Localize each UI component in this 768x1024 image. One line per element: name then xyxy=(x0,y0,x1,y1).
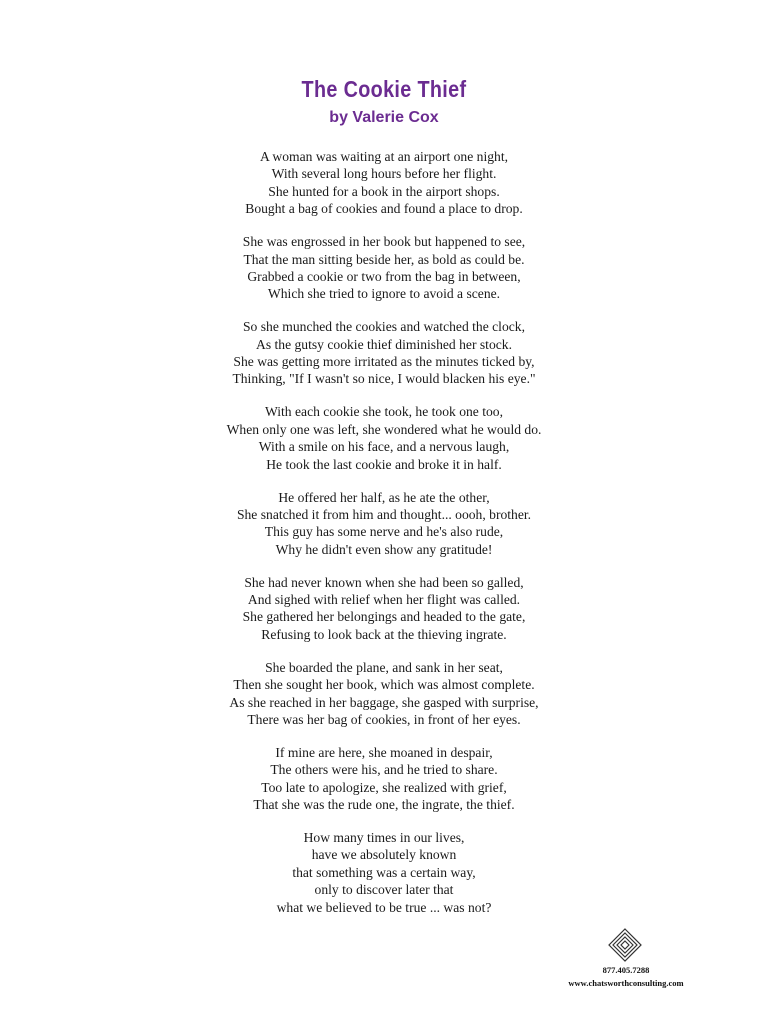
poem-stanza xyxy=(0,659,768,729)
poem-line: only to discover later that xyxy=(314,882,454,898)
poem-line: She gathered her belongings and headed to the gate, xyxy=(242,609,526,625)
poem-line: With several long hours before her flight. xyxy=(271,166,497,182)
poem-line: With each cookie she took, he took one too, xyxy=(264,404,504,420)
poem-line: She was engrossed in her book but happened to see, xyxy=(242,234,526,250)
poem-line: She had never known when she had been so galled, xyxy=(244,574,524,590)
poem-line: That the man sitting beside her, as bold as could be. xyxy=(243,251,525,267)
poem-stanza xyxy=(0,148,768,218)
poem-line: When only one was left, she wondered what he would do. xyxy=(226,421,542,437)
poem-stanza xyxy=(0,829,768,916)
poem-line: Too late to apologize, she realized with grief, xyxy=(261,779,507,795)
poem-line: what we believed to be true ... was not? xyxy=(276,899,492,915)
poem-stanza xyxy=(0,489,768,559)
poem-line: So she munched the cookies and watched the clock, xyxy=(243,319,525,335)
poem-line: have we absolutely known xyxy=(311,847,457,863)
poem-line: He took the last cookie and broke it in half. xyxy=(266,456,502,472)
poem-line: As the gutsy cookie thief diminished her stock. xyxy=(256,336,512,352)
poem-stanza xyxy=(0,574,768,644)
poem-line: How many times in our lives, xyxy=(303,830,465,845)
poem-line: The others were his, and he tried to share. xyxy=(270,762,498,778)
poem-line: As she reached in her baggage, she gasped with surprise, xyxy=(229,694,539,710)
poem-line: Grabbed a cookie or two from the bag in between, xyxy=(247,268,521,284)
poem-line: She was getting more irritated as the minutes ticked by, xyxy=(233,354,535,370)
poem-line: He offered her half, as he ate the other, xyxy=(278,489,490,505)
poem-line: If mine are here, she moaned in despair, xyxy=(275,744,493,760)
poem-line: Refusing to look back at the thieving ingrate. xyxy=(261,626,507,642)
poem-line: that something was a certain way, xyxy=(292,864,476,880)
poem-line: That she was the rude one, the ingrate, the thief. xyxy=(253,797,515,813)
footer-phone: 877.405.7288 xyxy=(602,965,650,975)
poem-line: Which she tried to ignore to avoid a scene. xyxy=(267,286,501,302)
poem-stanza xyxy=(0,233,768,303)
poem-stanza xyxy=(0,744,768,814)
poem-line: And sighed with relief when her flight was called. xyxy=(247,592,521,608)
poem-line: There was her bag of cookies, in front of her eyes. xyxy=(247,711,521,727)
poem-title: The Cookie Thief xyxy=(301,76,467,102)
footer-website: www.chatsworthconsulting.com xyxy=(568,978,684,988)
poem-stanza xyxy=(0,318,768,388)
poem-line: She snatched it from him and thought... oooh, brother. xyxy=(236,506,532,522)
poem-body xyxy=(0,148,768,932)
poem-stanza xyxy=(0,403,768,473)
poem-line: With a smile on his face, and a nervous laugh, xyxy=(258,439,510,455)
poem-author: by Valerie Cox xyxy=(329,109,439,126)
poem-line: A woman was waiting at an airport one night, xyxy=(259,149,509,164)
poem-line: Bought a bag of cookies and found a place to drop. xyxy=(245,201,523,217)
poem-line: Then she sought her book, which was almost complete. xyxy=(233,677,535,693)
chatsworth-diamond-logo-icon xyxy=(608,928,642,962)
poem-line: This guy has some nerve and he's also rude, xyxy=(264,524,504,540)
poem-line: She hunted for a book in the airport shops. xyxy=(268,183,500,199)
poem-line: Why he didn't even show any gratitude! xyxy=(275,541,493,557)
poem-line: Thinking, "If I wasn't so nice, I would blacken his eye." xyxy=(232,371,536,387)
poem-line: She boarded the plane, and sank in her seat, xyxy=(265,659,503,675)
